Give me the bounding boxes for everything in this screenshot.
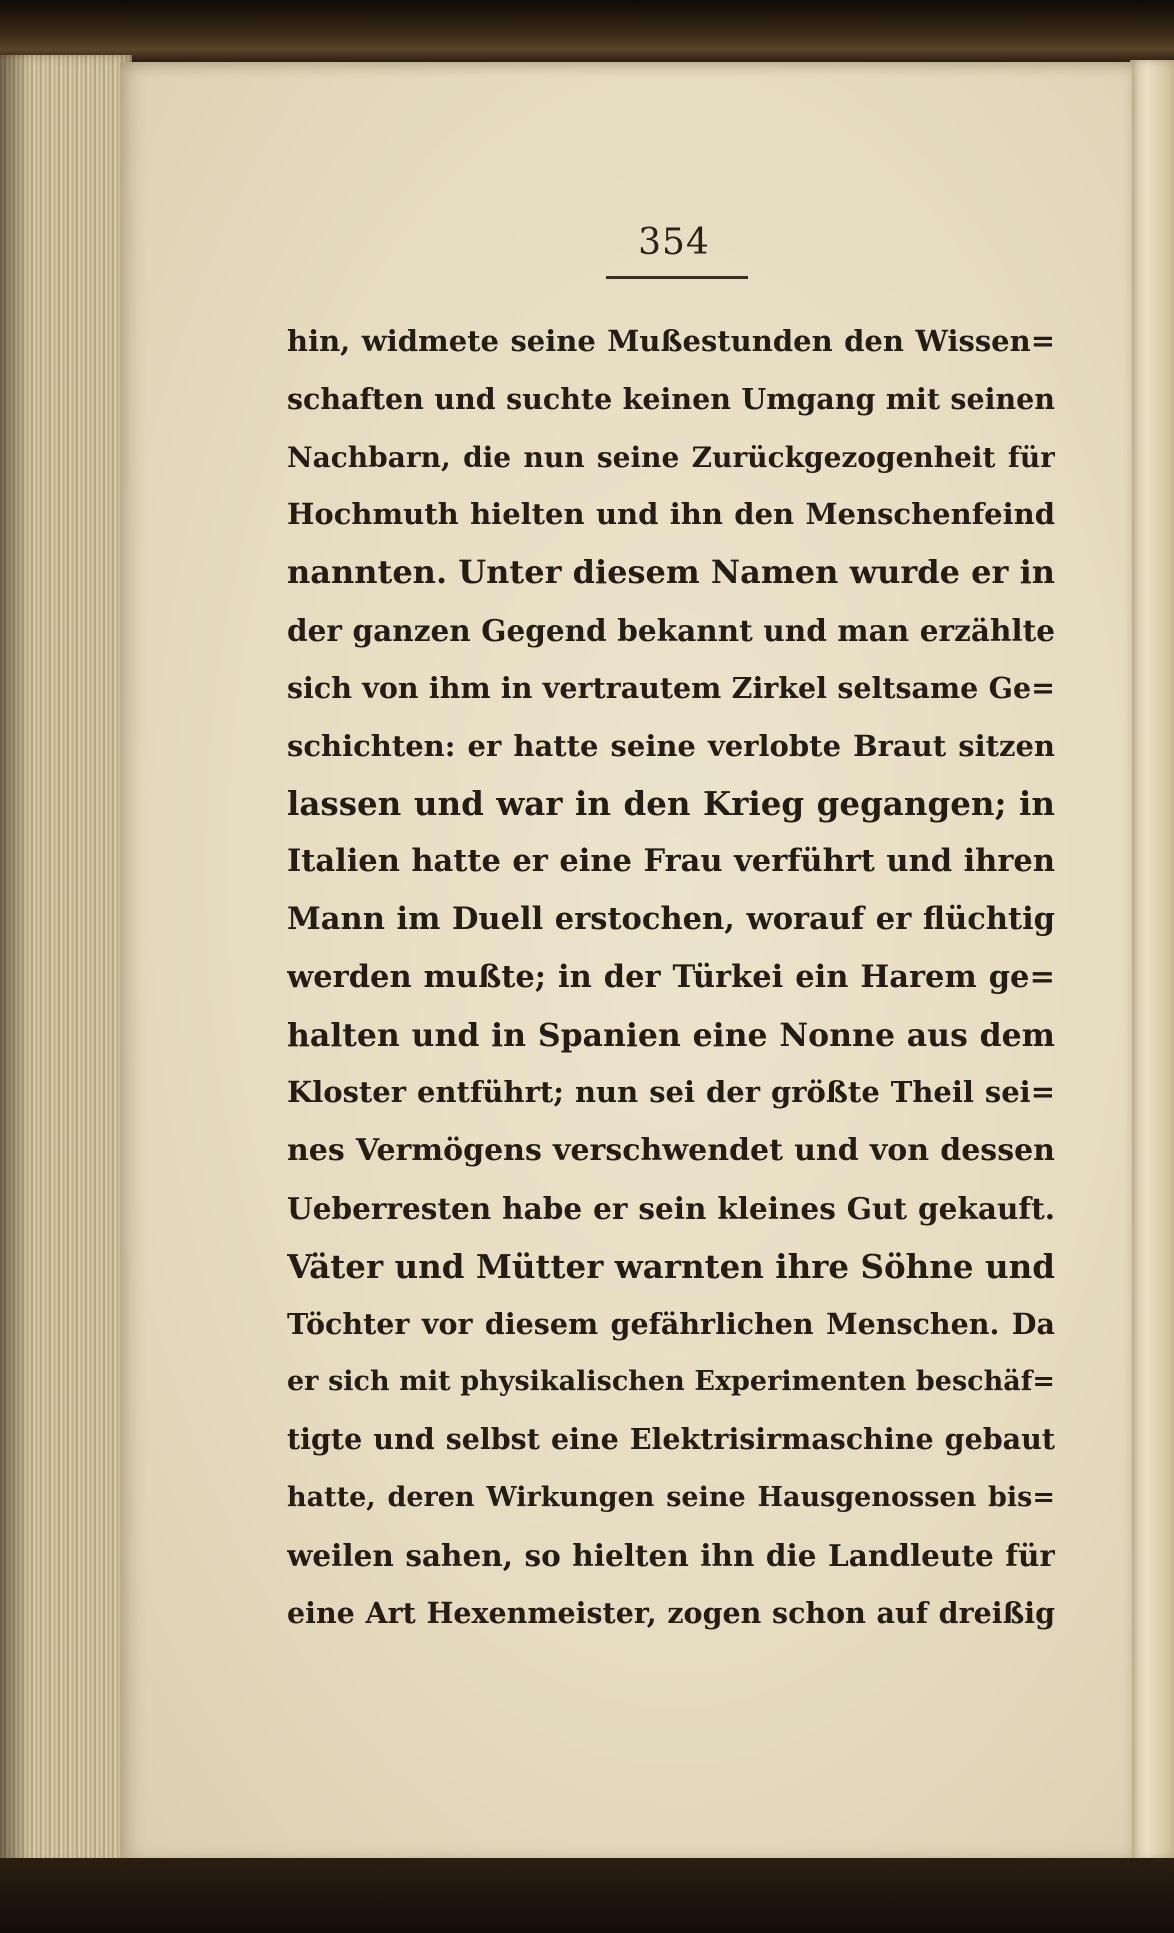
text-line: Ueberresten habe er sein kleines Gut gekauft. — [287, 1190, 1055, 1226]
text-line: Mann im Duell erstochen, worauf er flüchtig — [287, 900, 1055, 937]
text-line: eine Art Hexenmeister, zogen schon auf dreißig — [287, 1595, 1055, 1630]
text-line: hatte, deren Wirkungen seine Hausgenossen bis= — [287, 1481, 1055, 1513]
book-cover-top — [0, 0, 1174, 62]
text-line: lassen und war in den Krieg gegangen; in — [287, 784, 1055, 824]
text-line: Väter und Mütter warnten ihre Söhne und — [287, 1246, 1055, 1286]
text-line: Töchter vor diesem gefährlichen Menschen. Da — [287, 1306, 1055, 1341]
body-text — [287, 313, 1055, 1642]
text-line: Kloster entführt; nun sei der größte Theil sei= — [287, 1075, 1055, 1110]
text-line: weilen sahen, so hielten ihn die Landleute für — [287, 1537, 1055, 1573]
text-line: der ganzen Gegend bekannt und man erzählte — [287, 612, 1055, 648]
right-page-edge — [1130, 60, 1174, 1860]
text-line: schaften und suchte keinen Umgang mit seinen — [287, 381, 1055, 416]
page-number-rule — [606, 276, 748, 279]
text-line: er sich mit physikalischen Experimenten beschäf= — [287, 1366, 1055, 1398]
book-cover-bottom — [0, 1858, 1174, 1933]
text-line: nes Vermögens verschwendet und von dessen — [287, 1133, 1055, 1169]
text-line: halten und in Spanien eine Nonne aus dem — [287, 1016, 1055, 1054]
text-line: Hochmuth hielten und ihn den Menschenfeind — [287, 497, 1055, 532]
text-line: werden mußte; in der Türkei ein Harem ge= — [287, 958, 1055, 995]
text-line: hin, widmete seine Mußestunden den Wissen= — [287, 324, 1055, 358]
page-edge-shadow — [0, 55, 30, 1865]
text-line: Italien hatte er eine Frau verführt und ihren — [287, 843, 1055, 880]
text-line: sich von ihm in vertrautem Zirkel seltsame Ge= — [287, 670, 1055, 705]
page-number: 354 — [638, 222, 710, 263]
text-line: nannten. Unter diesem Namen wurde er in — [287, 553, 1055, 592]
text-line: tigte und selbst eine Elektrisirmaschine gebaut — [287, 1422, 1055, 1457]
text-line: Nachbarn, die nun seine Zurückgezogenheit für — [287, 440, 1055, 474]
text-line: schichten: er hatte seine verlobte Braut sitzen — [287, 728, 1055, 763]
